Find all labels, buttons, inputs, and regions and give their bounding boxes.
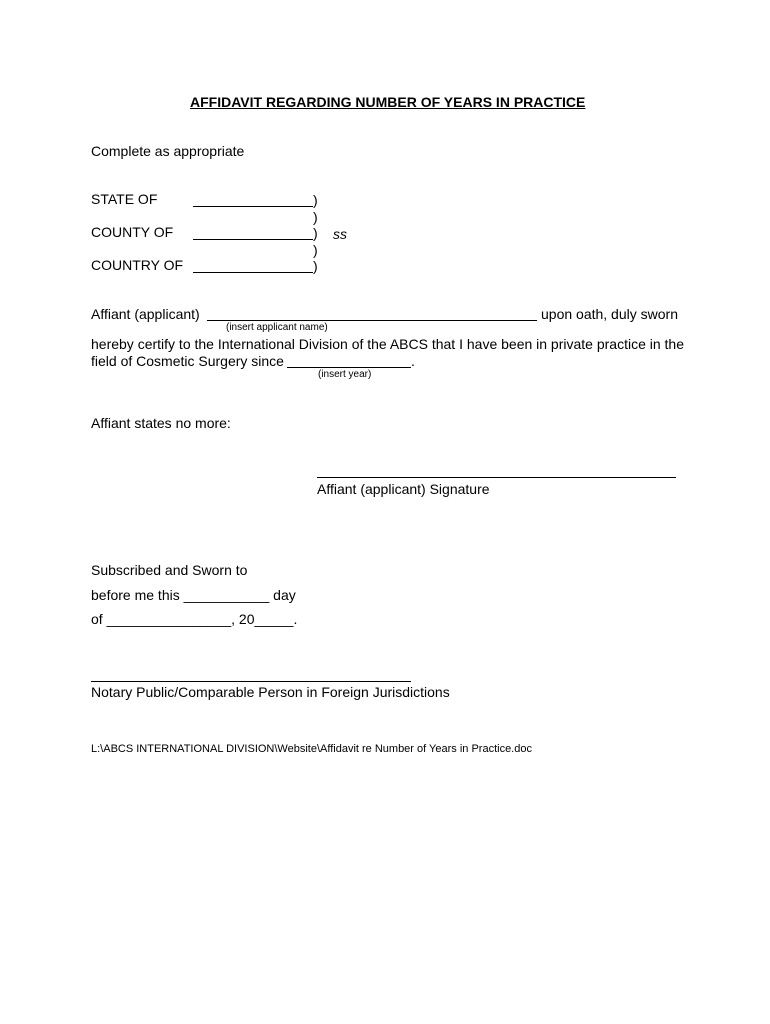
day-tail: day [273,587,296,603]
states-no-more: Affiant states no more: [91,415,231,431]
applicant-name-hint: (insert applicant name) [226,322,328,333]
footer-file-path: L:\ABCS INTERNATIONAL DIVISION\Website\Affidavit re Number of Years in Practice.doc [91,743,532,755]
year-prefix: , 20 [231,611,255,627]
instruction-text: Complete as appropriate [91,143,245,159]
since-end: . [411,353,415,369]
paren-5: ) [313,258,318,274]
document-title: AFFIDAVIT REGARDING NUMBER OF YEARS IN PRACTICE [190,94,586,110]
certify-line: hereby certify to the International Division of the ABCS that I have been in private practice in the [91,336,685,352]
paren-2: ) [313,209,318,225]
oath-text: upon oath, duly sworn [541,306,678,322]
county-of-label: COUNTY OF [91,224,174,240]
country-of-label: COUNTRY OF [91,257,184,273]
subscribed-line-1: Subscribed and Sworn to [91,562,248,578]
signature-line[interactable] [317,477,676,478]
state-of-label: STATE OF [91,191,158,207]
month-blank[interactable]: ________________ [106,611,232,627]
year-suffix-blank[interactable]: _____ [254,611,294,627]
year-field[interactable] [287,367,411,368]
subscribed-line-3 [91,612,297,626]
ss-mark: ss [333,226,347,242]
paren-4: ) [313,242,318,258]
day-blank[interactable]: ___________ [183,587,270,603]
state-of-field[interactable] [193,206,313,207]
affiant-lead: Affiant (applicant) [91,306,200,322]
of-lead: of [91,611,103,627]
since-lead: field of Cosmetic Surgery since [91,353,284,369]
subscribed-line-2 [91,588,296,602]
paren-1: ) [313,192,318,208]
notary-caption: Notary Public/Comparable Person in Foreign Jurisdictions [91,684,450,700]
county-of-field[interactable] [193,239,313,240]
notary-signature-line[interactable] [91,681,411,682]
year-hint: (insert year) [318,369,372,380]
country-of-field[interactable] [193,272,313,273]
line3-end: . [293,611,298,627]
before-me-lead: before me this [91,587,180,603]
paren-3: ) [313,225,318,241]
signature-caption: Affiant (applicant) Signature [317,481,490,497]
applicant-name-field[interactable] [207,320,537,321]
